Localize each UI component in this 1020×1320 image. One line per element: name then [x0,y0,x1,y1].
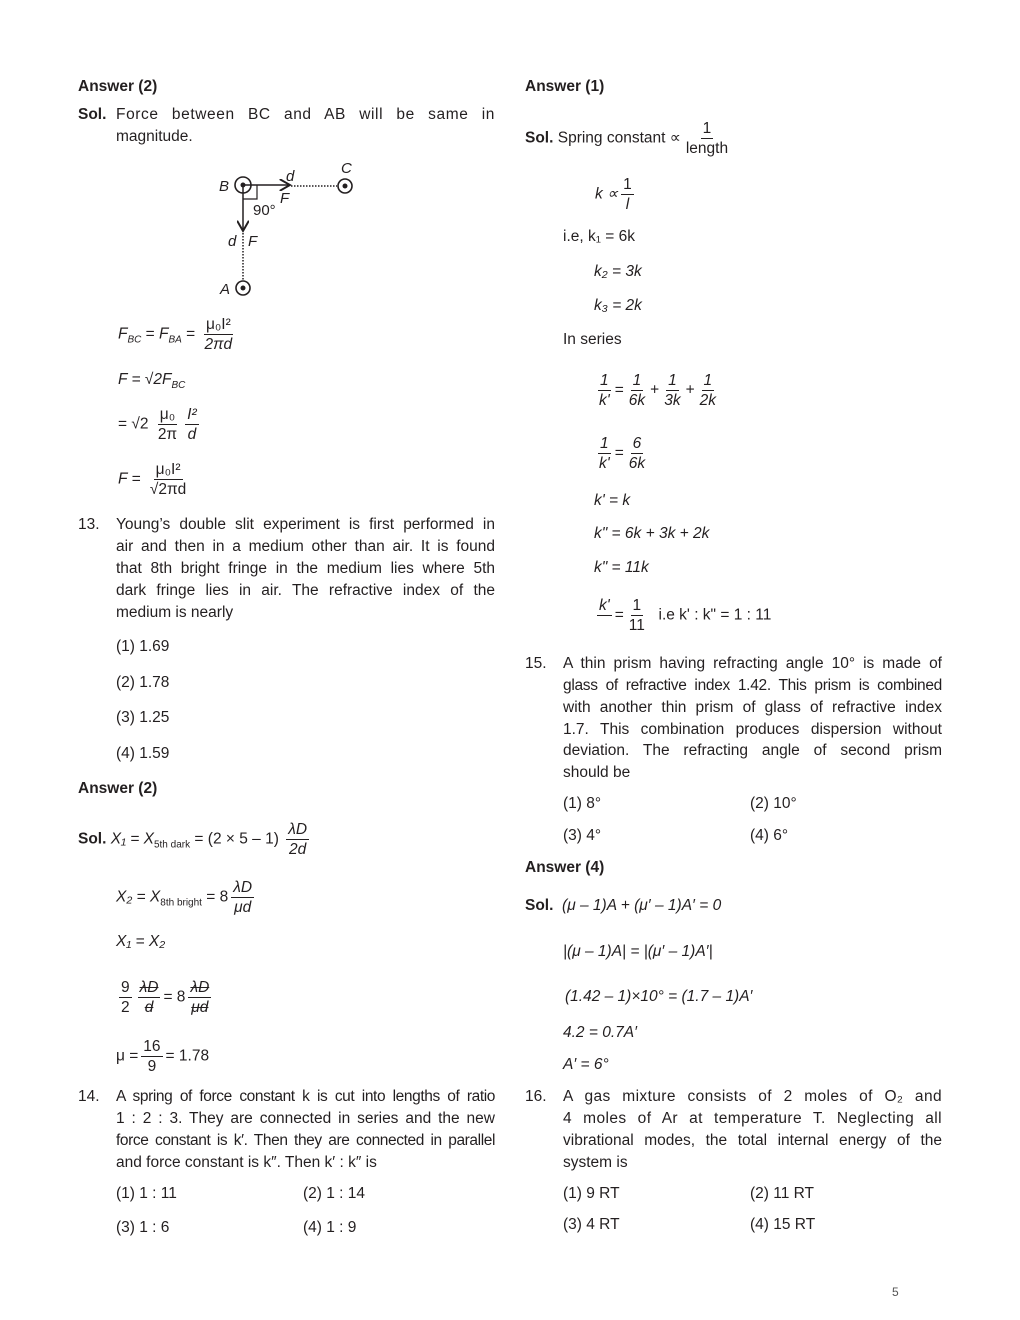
answer-label: Answer (2) [78,780,158,797]
option-2: (2) 1 : 14 [303,1185,366,1202]
question-number: 15. [525,655,547,672]
question-text: deviation. The refracting angle of second prism [563,742,942,759]
option-1: (1) 1 : 11 [116,1185,177,1202]
equation-k-double-prime: k" = 6k + 3k + 2k [594,525,710,542]
option-2: (2) 10° [750,795,797,812]
question-text: with another thin prism of glass of refractive index [563,699,942,716]
solution-text: Force between BC and AB will be same in [116,106,495,123]
sol-label: Sol. [78,106,107,123]
question-text: A gas mixture consists of 2 moles of O₂ and [563,1088,942,1105]
svg-text:d: d [286,168,295,185]
equation-abs: |(μ – 1)A| = |(μ′ – 1)A′| [563,943,713,960]
option-3: (3) 4° [563,827,602,844]
series-label: In series [563,331,622,348]
equation-f-sqrt2: $F = √2F_{BC}$ [118,371,186,391]
question-text: dark fringe lies in air. The refractive index of the [116,582,495,599]
question-number: 13. [78,516,100,533]
equation-k2: k₂ = 3k [594,263,642,280]
question-text: 1.7. This combination produces dispersion without [563,721,942,738]
option-3: (3) 4 RT [563,1216,620,1233]
question-text: force constant is k′. Then they are connected in parallel [116,1132,495,1149]
option-3: (3) 1 : 6 [116,1219,170,1236]
equation-k1: i.e, k₁ = 6k [563,228,635,245]
answer-label: Answer (2) [78,78,158,95]
option-4: (4) 15 RT [750,1216,816,1233]
equation-k-prime: k' = k [594,492,631,509]
question-text: 4 moles of Ar at temperature T. Neglecting all [563,1110,942,1127]
option-3: (3) 1.25 [116,709,170,726]
svg-text:F: F [248,233,258,250]
svg-text:A: A [220,281,231,298]
option-4: (4) 1.59 [116,745,170,762]
question-number: 14. [78,1088,100,1105]
answer-label: Answer (1) [525,78,605,95]
svg-text:B: B [219,178,230,195]
answer-label: Answer (4) [525,859,605,876]
question-text: and force constant is k″. Then k′ : k″ is [116,1154,377,1171]
option-1: (1) 8° [563,795,602,812]
option-1: (1) 9 RT [563,1185,620,1202]
equation-k-double-prime-sum: k" = 11k [594,559,649,576]
equation-k3: k₃ = 2k [594,297,642,314]
svg-text:d: d [228,233,237,250]
wire-force-diagram [200,155,370,305]
option-4: (4) 6° [750,827,789,844]
equation-fbc: $F_{BC} = F_{BA}$ = $\frac{\text{μ₀I²}}{2\pi d}$ [118,316,233,353]
equation-deviation: Sol. (μ – 1)A + (μ′ – 1)A′ = 0 [525,897,722,914]
question-text: A spring of force constant k is cut into lengths of ratio [116,1088,495,1105]
equation-simplify: 4.2 = 0.7A′ [563,1024,638,1041]
question-text: A thin prism having refracting angle 10° is made of [563,655,942,672]
question-text: vibrational modes, the total internal energy of the [563,1132,942,1149]
svg-text:90°: 90° [253,202,276,219]
equation-x2: $X_2 = X_{8th bright} = 8$ $\frac{\lambda D}{\mu d}$ [116,879,253,916]
equation-mu: μ = $\frac{16}{9}$ = 1.78 [116,1038,210,1075]
equation-f-final: F = $\frac{\text{μ₀I²}}{√2\pi d}$ [118,461,187,498]
option-4: (4) 1 : 9 [303,1219,357,1236]
solution-text: magnitude. [116,128,193,145]
question-text: system is [563,1154,628,1171]
page-number: 5 [892,1285,899,1299]
equation-k-prop: k ∝ $\frac{1}{l}$ [595,176,632,213]
equation-spring-constant: Sol. Spring constant ∝ 1 length [525,120,729,157]
question-text: that 8th bright fringe in the medium lies where 5th [116,560,495,577]
equation-series-sum: $\frac{1}{k'}$ = $\frac{6}{6k}$ [599,435,646,472]
question-text: Young’s double slit experiment is first performed in [116,516,495,533]
option-1: (1) 1.69 [116,638,170,655]
equation-series: $\frac{1}{k'}$ = $\frac{1}{6k}$ + $\frac{1}{3k}$ + $\frac{1}{2k}$ [599,372,717,409]
equation-x1: Sol. $X_1 = X_{5th dark} = (2 \times 5 - 1)$ $\frac{\lambda D}{2d}$ [78,821,308,858]
svg-text:C: C [341,160,352,177]
option-2: (2) 1.78 [116,674,170,691]
question-text: air and then in a medium other than air. It is found [116,538,495,555]
question-number: 16. [525,1088,547,1105]
question-text: glass of refractive index 1.42. This prism is combined [563,677,942,694]
question-text: medium is nearly [116,604,234,621]
svg-text:F: F [280,190,290,207]
option-2: (2) 11 RT [750,1185,815,1202]
equation-f-expanded: = √2 $\frac{\text{μ₀}}{2\pi}$ $\frac{\text{I²}}{d}$ [118,406,197,443]
equation-result: A′ = 6° [563,1056,609,1073]
equation-cancel: $\frac{9}{2}$ $\frac{\lambda D}{d}$ = 8 $\frac{\lambda D}{\mu d}$ [121,979,210,1016]
question-text: should be [563,764,631,781]
equation-ratio: k' = $\frac{1}{11}$ i.e k' : k" = 1 : 11 [599,597,772,634]
equation-substitute: (1.42 – 1)×10° = (1.7 – 1)A′ [565,988,753,1005]
equation-x1-x2: X₁ = X₂ [116,933,166,950]
question-text: 1 : 2 : 3. They are connected in series and the new [116,1110,495,1127]
